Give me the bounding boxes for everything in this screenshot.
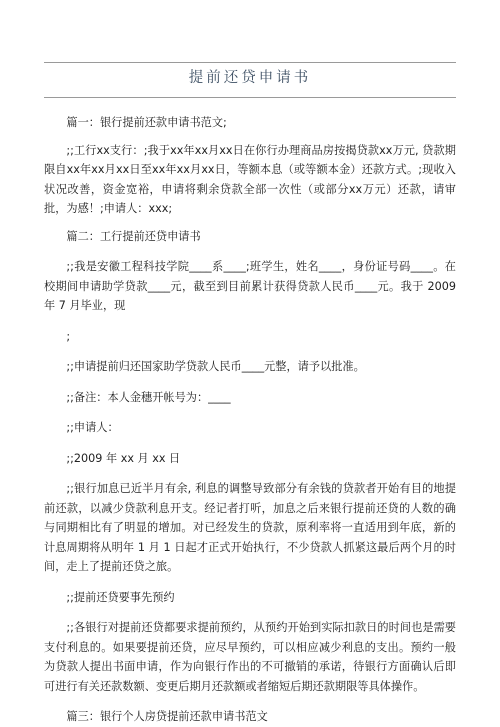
section-heading-1: 篇一：银行提前还款申请书范文; <box>66 116 227 129</box>
section-heading-2: 篇二：工行提前还贷申请书 <box>66 229 201 243</box>
paragraph-letter-1: ;;工行xx支行：;我于xx年xx月xx日在你行办理商品房按揭贷款xx万元, 贷款期限自xx年xx月xx日至xx年xx月xx日，等额本息（或等额本金）还款方式。;现收入状况改善，资金宽裕，申请将剩余贷款全部一次性（或部分xx万元）还款，请审批，为感！;申请人：xxx; <box>44 143 456 215</box>
paragraph-student-info: ;;我是安徽工程科技学院____系____;班学生，姓名____，身份证号码____。在校期间申请助学贷款____元，截至到目前累计获得贷款人民币____元。我于 2009 年 7 月毕业，现 <box>44 260 456 312</box>
document-body <box>44 113 456 727</box>
paragraph-news: ;;银行加息已近半月有余, 利息的调整导致部分有余钱的贷款者开始有目的地提前还款，以减少贷款利息开支。经记者打听，加息之后来银行提前还贷的人数的确与同期相比有了明显的增加。对已经发生的贷款，原利率将一直适用到年底，新的计息周期将从明年 1 月 1 日起才正式开始执行，不少贷款人抓紧这最后两个月的时间，走上了提前还贷之旅。 <box>44 482 456 573</box>
title-rule <box>44 97 456 98</box>
subheading-appointment: ;;提前还贷要事先预约 <box>66 590 175 604</box>
top-rule <box>44 62 456 63</box>
document-title: 提前还贷申请书 <box>188 70 312 86</box>
paragraph-applicant: ;;申请人： <box>66 421 119 434</box>
paragraph-date: ;;2009 年 xx 月 xx 日 <box>66 451 181 465</box>
paragraph-request: ;;申请提前归还国家助学贷款人民币____元整，请予以批准。 <box>66 360 365 373</box>
section-heading-3: 篇三：银行个人房贷提前还款申请书范文 <box>66 710 268 723</box>
paragraph-account-note: ;;备注：本人金穗开帐号为：____ <box>66 390 231 404</box>
paragraph-appointment: ;;各银行对提前还贷都要求提前预约，从预约开始到实际扣款日的时间也是需要支付利息的。如果要提前还贷，应尽早预约，可以相应减少利息的支出。预约一般为贷款人提出书面申请，作为向银行作出的不可撤销的承诺，待银行方面确认后即可进行有关还款数额、变更后期月还款额或者缩短后期还款期限等具体操作。 <box>44 621 456 693</box>
paragraph-separator: ; <box>66 329 71 343</box>
